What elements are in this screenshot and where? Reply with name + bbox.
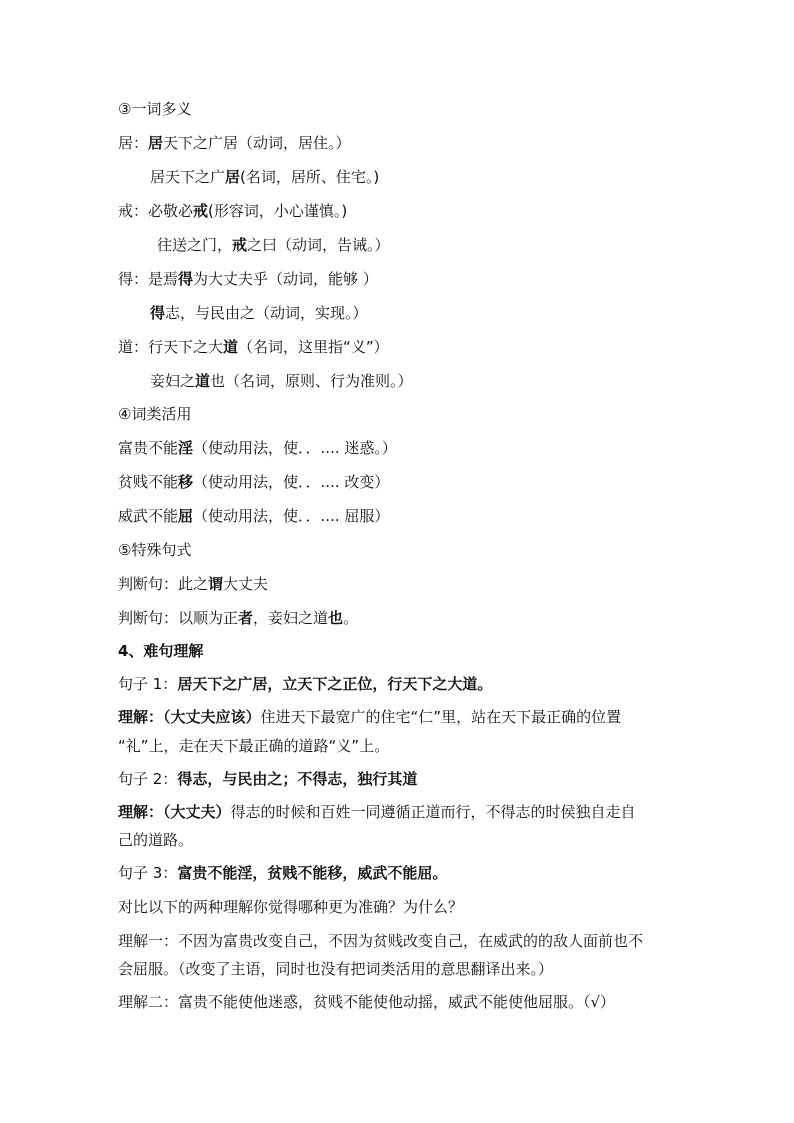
keyword: 道 (195, 372, 211, 390)
polysemy-de-line1 (118, 268, 694, 290)
keyword: 者 (238, 609, 254, 627)
entry-text: (形容词，小心谨慎。) (208, 202, 348, 220)
understanding-1-line1 (118, 706, 694, 728)
understanding-subject: （大丈夫） (163, 803, 231, 821)
answer-1-line2: 会屈服。（改变了主语，同时也没有把词类活用的意思翻译出来。） (118, 960, 554, 978)
word-class-item-3 (118, 505, 694, 527)
entry-text: 为大丈夫乎（动词，能够 ） (193, 270, 378, 288)
polysemy-jie-line2 (157, 234, 694, 256)
keyword: 淫 (178, 439, 194, 457)
entry-text: 也（名词，原则、行为准则。） (210, 372, 413, 390)
keyword: 戒 (193, 202, 209, 220)
section-title-difficult-sentences (118, 640, 694, 662)
sentence-label: 句子 2： (118, 770, 178, 788)
entry-text: (名词，居所、住宅。) (240, 168, 380, 186)
entry-text: （使动用法，使．．.... 屈服） (193, 507, 390, 525)
keyword: 居 (148, 134, 164, 152)
entry-text: 贫贱不能 (118, 473, 179, 491)
entry-text: ，妾妇之道 (253, 609, 329, 627)
understanding-2-line1 (118, 801, 694, 823)
section-title-special-sentence: ⑤特殊句式 (118, 541, 192, 559)
sentence-label: 句子 3： (118, 864, 178, 882)
keyword: 得 (150, 304, 166, 322)
entry-text: 天下之广居（动词，居住。） (163, 134, 351, 152)
sentence-3 (118, 862, 694, 884)
heading-text: 4、难句理解 (118, 642, 204, 660)
polysemy-ju-line1 (118, 132, 694, 154)
entry-text: 是焉 (148, 270, 179, 288)
word-class-item-2 (118, 471, 694, 493)
understanding-text: 得志的时候和百姓一同遵循正道而行，不得志的时侯独自走自 (230, 803, 636, 821)
section-title-polysemy: ③一词多义 (118, 100, 192, 118)
entry-text: 富贵不能 (118, 439, 179, 457)
understanding-label: 理解： (118, 803, 164, 821)
entry-text: 判断句：以顺为正 (118, 609, 239, 627)
entry-text: 居天下之广 (150, 168, 226, 186)
sentence-text: 得志，与民由之；不得志，独行其道 (177, 770, 418, 788)
entry-text: 往送之门， (157, 236, 233, 254)
answer-1-line1: 理解一：不因为富贵改变自己，不因为贫贱改变自己，在威武的的敌人面前也不 (118, 932, 644, 950)
understanding-text: 住进天下最宽广的住宅“仁”里，站在天下最正确的位置 (260, 708, 622, 726)
sentence-text: 富贵不能淫，贫贱不能移，威武不能屈。 (177, 864, 448, 882)
keyword: 道 (223, 338, 239, 356)
polysemy-ju-line2 (150, 166, 694, 188)
comparison-question: 对比以下的两种理解你觉得哪种更为准确？为什么？ (118, 898, 464, 916)
answer-2: 理解二：富贵不能使他迷惑，贫贱不能使他动摇，威武不能使他屈服。（√） (118, 993, 616, 1011)
entry-text: 志，与民由之（动词，实现。） (165, 304, 368, 322)
sentence-1 (118, 673, 694, 695)
entry-label: 居： (118, 134, 149, 152)
special-sentence-item-1 (118, 573, 694, 595)
understanding-subject: （大丈夫应该） (163, 708, 261, 726)
sentence-text: 居天下之广居，立天下之正位，行天下之大道。 (177, 675, 493, 693)
keyword: 得 (178, 270, 194, 288)
entry-text: （名词，这里指“义”） (238, 338, 389, 356)
sentence-2 (118, 768, 694, 790)
keyword: 移 (178, 473, 194, 491)
polysemy-dao-line1 (118, 336, 694, 358)
entry-text: 判断句：此之 (118, 575, 209, 593)
word-class-item-1 (118, 437, 694, 459)
entry-text: 大丈夫 (223, 575, 269, 593)
keyword: 屈 (178, 507, 194, 525)
entry-text: 。 (343, 609, 359, 627)
keyword: 也 (328, 609, 344, 627)
entry-label: 戒： (118, 202, 149, 220)
polysemy-de-line2 (150, 302, 694, 324)
entry-text: 威武不能 (118, 507, 179, 525)
sentence-label: 句子 1： (118, 675, 178, 693)
keyword: 谓 (208, 575, 224, 593)
keyword: 居 (225, 168, 241, 186)
section-title-word-class: ④词类活用 (118, 405, 192, 423)
entry-text: 必敬必 (148, 202, 194, 220)
polysemy-dao-line2 (150, 370, 694, 392)
entry-label: 道： (118, 338, 149, 356)
keyword: 戒 (232, 236, 248, 254)
entry-text: 妾妇之 (150, 372, 196, 390)
understanding-label: 理解： (118, 708, 164, 726)
understanding-2-line2: 己的道路。 (118, 831, 194, 849)
entry-text: （使动用法，使．．.... 改变） (193, 473, 390, 491)
special-sentence-item-2 (118, 607, 694, 629)
entry-text: 行天下之大 (148, 338, 224, 356)
understanding-1-line2: “礼”上，走在天下最正确的道路“义”上。 (118, 737, 390, 755)
entry-label: 得： (118, 270, 149, 288)
entry-text: （使动用法，使．．.... 迷惑。） (193, 439, 397, 457)
entry-text: 之曰（动词，告诫。） (247, 236, 390, 254)
polysemy-jie-line1 (118, 200, 694, 222)
